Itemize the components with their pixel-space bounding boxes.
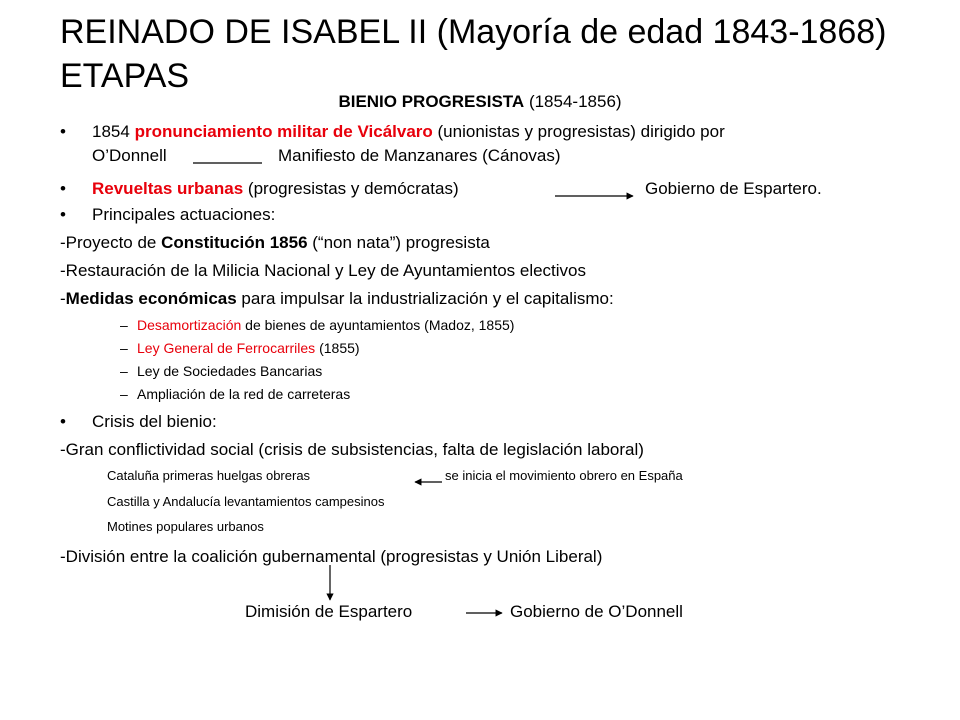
- act3-post: para impulsar la industrialización y el capitalismo:: [236, 289, 614, 308]
- act1-bold: Constitución 1856: [161, 233, 308, 252]
- item4-text: Crisis del bienio:: [92, 412, 217, 431]
- act3-pre: -: [60, 289, 66, 308]
- subtitle-years: (1854-1856): [528, 92, 622, 111]
- item1-year: 1854: [92, 122, 130, 141]
- sub1-red: Desamortización: [137, 317, 242, 333]
- item2-result: Gobierno de Espartero.: [645, 179, 822, 198]
- sub1-rest: de bienes de ayuntamientos (Madoz, 1855): [245, 317, 515, 333]
- cat-b: se inicia el movimiento obrero en España: [445, 468, 683, 483]
- item2-highlight: Revueltas urbanas: [92, 179, 244, 198]
- item1-rest: (unionistas y progresistas) dirigido por: [437, 122, 725, 141]
- item3-text: Principales actuaciones:: [92, 205, 276, 224]
- sub3-line: Ley de Sociedades Bancarias: [137, 363, 323, 379]
- cast-line: Castilla y Andalucía levantamientos campesinos: [107, 494, 385, 509]
- act1-post: (“non nata”) progresista: [307, 233, 490, 252]
- dash-3: –: [120, 363, 128, 379]
- bullet-3: •: [60, 205, 66, 224]
- motines-line: Motines populares urbanos: [107, 519, 264, 534]
- sub4-line: Ampliación de la red de carreteras: [137, 386, 351, 402]
- item1-line2b: Manifiesto de Manzanares (Cánovas): [278, 146, 561, 165]
- subtitle-bold: BIENIO PROGRESISTA: [338, 92, 525, 111]
- cat-a: Cataluña primeras huelgas obreras: [107, 468, 311, 483]
- act3-bold: Medidas económicas: [65, 289, 237, 308]
- bullet-4: •: [60, 412, 66, 431]
- item1-line2a: O’Donnell: [92, 146, 167, 165]
- item2-rest: (progresistas y demócratas): [247, 179, 459, 198]
- final-b: Gobierno de O’Donnell: [510, 602, 683, 621]
- item1-highlight: pronunciamiento militar de Vicálvaro: [134, 122, 433, 141]
- dash-4: –: [120, 386, 128, 402]
- crisis1-line: -Gran conflictividad social (crisis de subsistencias, falta de legislación laboral): [60, 440, 644, 459]
- bullet-1: •: [60, 122, 66, 141]
- act1-pre: -Proyecto de: [60, 233, 162, 252]
- sub2-rest: (1855): [319, 340, 360, 356]
- sub2-red: Ley General de Ferrocarriles: [137, 340, 316, 356]
- slide-title: REINADO DE ISABEL II (Mayoría de edad 1843-1868) ETAPAS: [60, 13, 887, 95]
- act2-line: -Restauración de la Milicia Nacional y Ley de Ayuntamientos electivos: [60, 261, 587, 280]
- crisis2-line: -División entre la coalición gubernamental (progresistas y Unión Liberal): [60, 547, 603, 566]
- final-a: Dimisión de Espartero: [245, 602, 413, 621]
- dash-1: –: [120, 317, 128, 333]
- dash-2: –: [120, 340, 128, 356]
- bullet-2: •: [60, 179, 66, 198]
